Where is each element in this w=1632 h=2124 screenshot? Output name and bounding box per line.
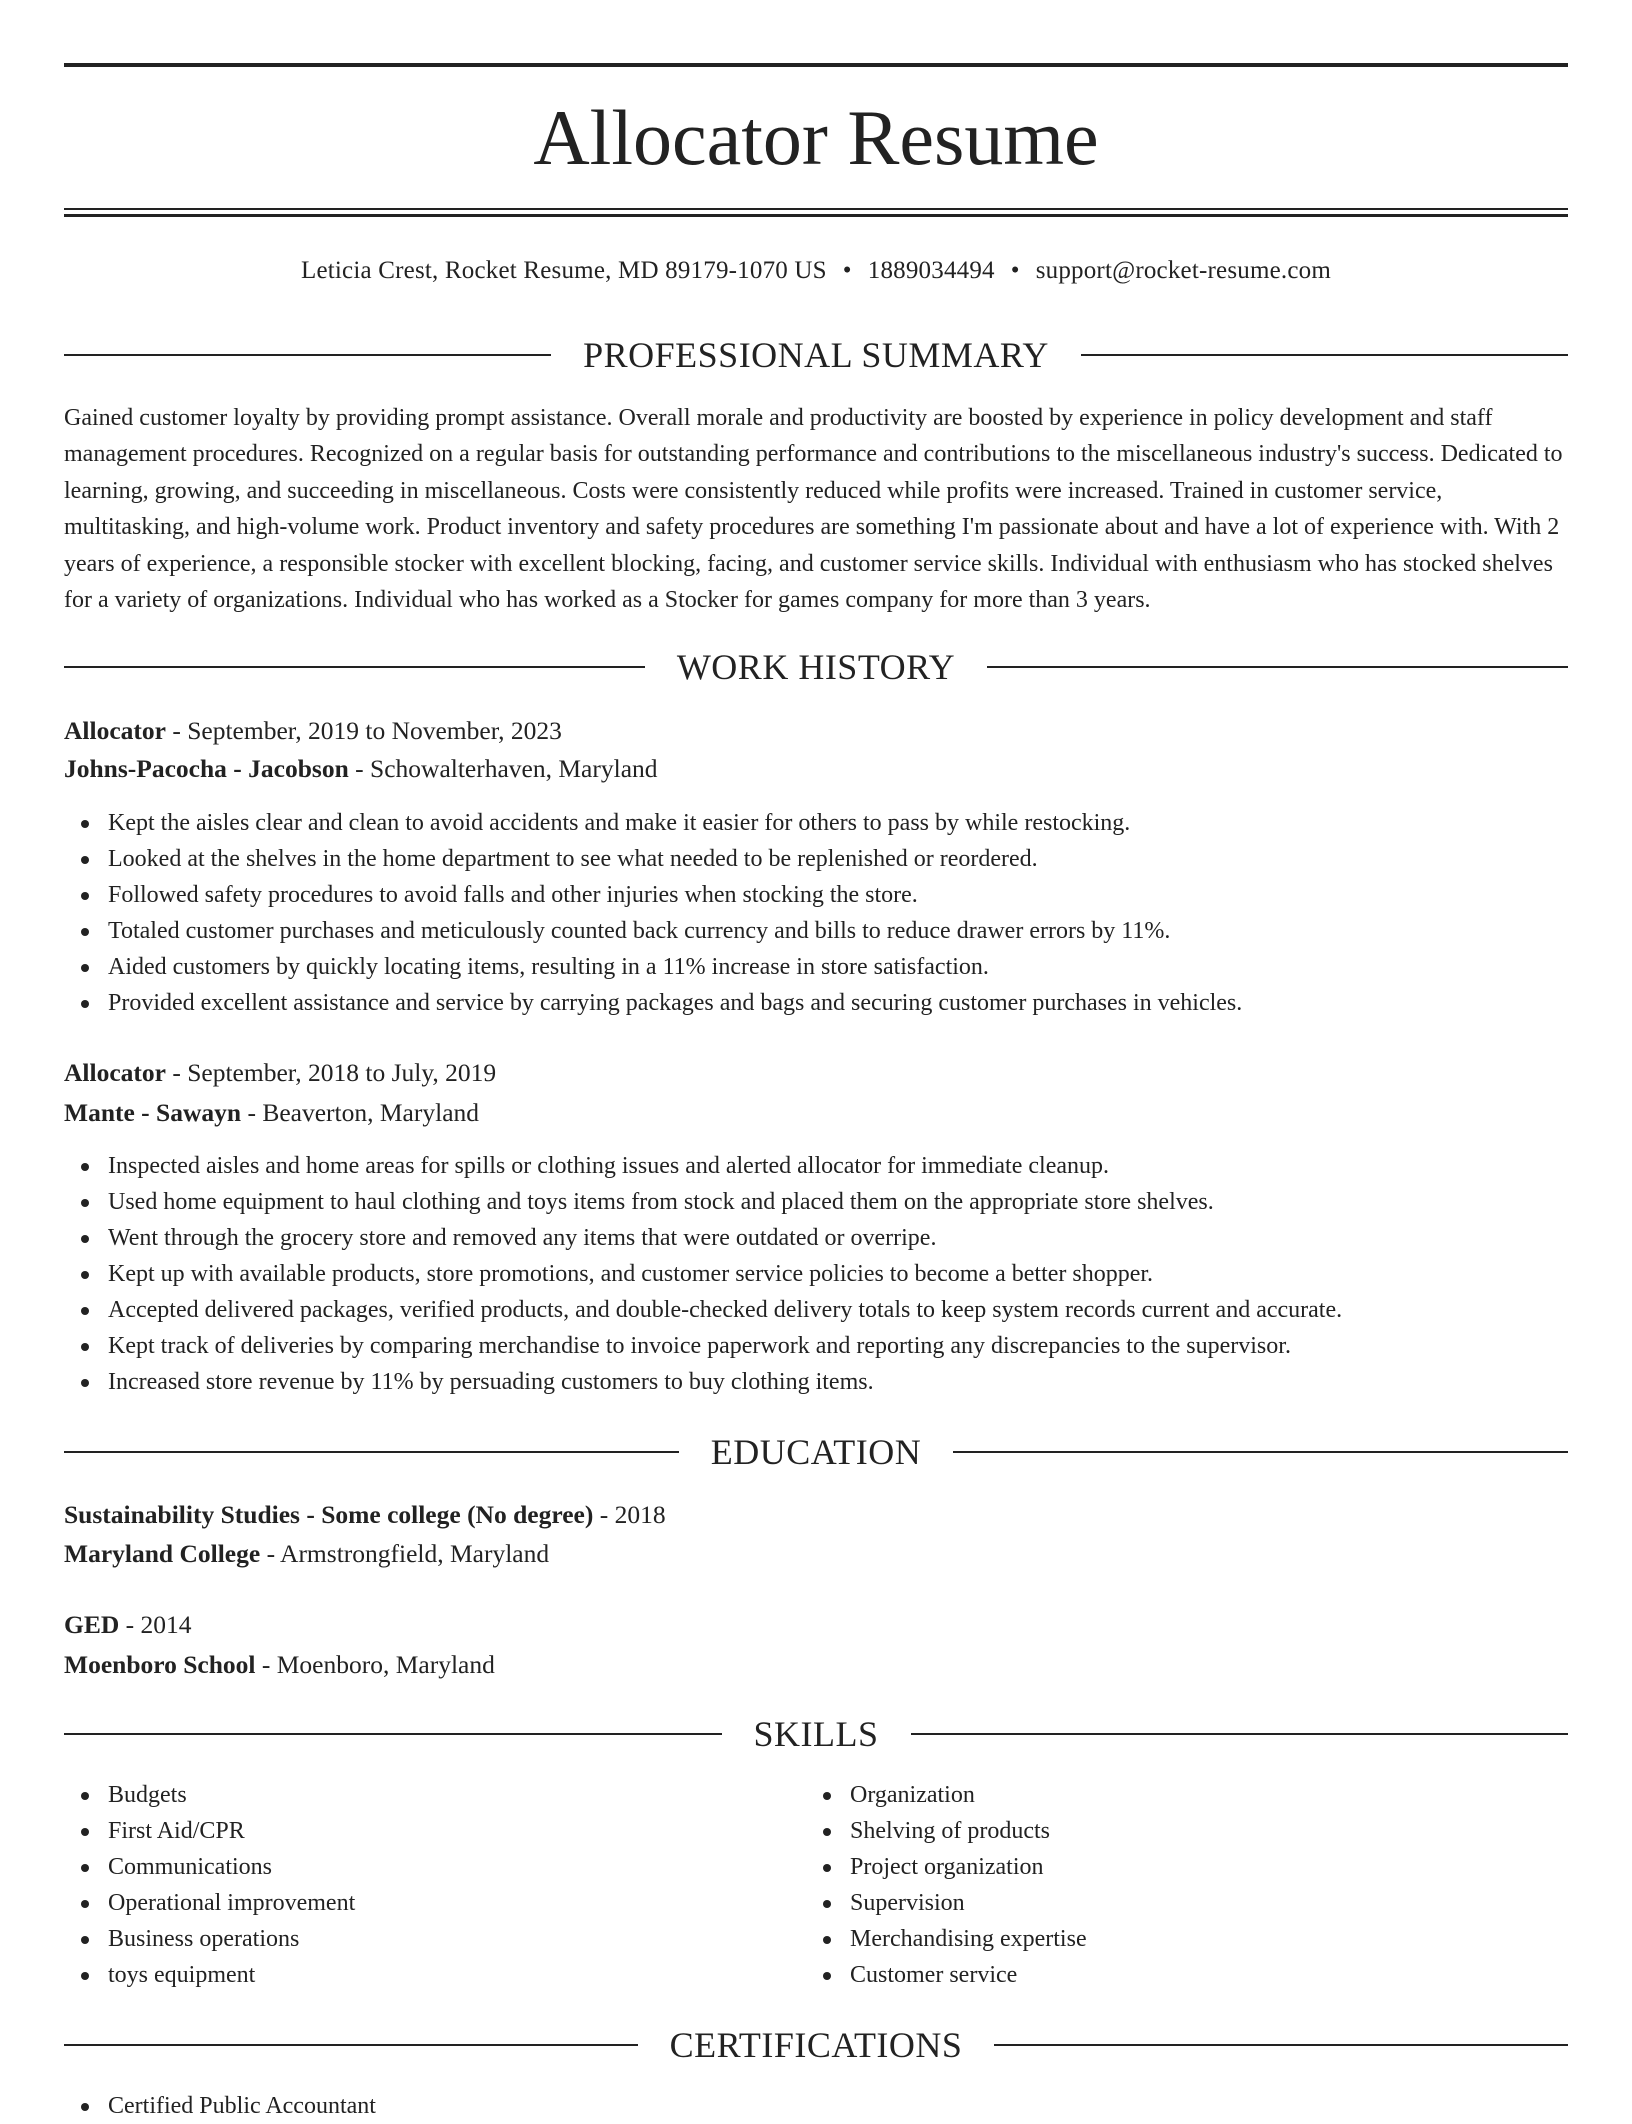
job-location: - Beaverton, Maryland [241, 1098, 480, 1127]
education-school: Maryland College [64, 1539, 261, 1568]
job-location: - Schowalterhaven, Maryland [348, 754, 658, 783]
education-degree: Sustainability Studies - Some college (No degree) [64, 1500, 594, 1529]
resume-title: Allocator Resume [533, 94, 1099, 181]
job-role: Allocator [64, 1058, 166, 1087]
section-heading-certifications [64, 2021, 1568, 2069]
education-year: - 2014 [119, 1610, 192, 1639]
education-location: - Armstrongfield, Maryland [260, 1539, 550, 1568]
contact-phone: 1889034494 [867, 257, 995, 284]
skills-list-left [64, 1777, 804, 1993]
skill-item: Project organization [806, 1849, 1568, 1885]
divider [64, 354, 551, 356]
education-school: Moenboro School [64, 1650, 256, 1679]
header-rule-2 [64, 214, 1568, 217]
contact-email: support@rocket-resume.com [1035, 257, 1331, 284]
job-company-line [64, 751, 1568, 787]
contact-address: Leticia Crest, Rocket Resume, MD 89179-1070 US [301, 257, 827, 284]
divider [64, 2044, 638, 2046]
job-dates: - September, 2019 to November, 2023 [165, 716, 562, 745]
contact-separator: • [1010, 257, 1020, 284]
skill-item: Merchandising expertise [806, 1921, 1568, 1957]
skill-item: Supervision [806, 1885, 1568, 1921]
contact-line [64, 254, 1568, 288]
list-item: Increased store revenue by 11% by persuading customers to buy clothing items. [64, 1364, 1568, 1400]
education-degree-line [64, 1497, 1568, 1533]
section-title: SKILLS [753, 1714, 879, 1754]
education-school-line [64, 1536, 1568, 1572]
section-heading-summary [64, 331, 1568, 379]
list-item: Totaled customer purchases and meticulously counted back currency and bills to reduce drawer errors by 11%. [64, 913, 1568, 949]
certifications-list [64, 2088, 1568, 2124]
section-title: EDUCATION [710, 1432, 922, 1472]
list-item: Kept up with available products, store promotions, and customer service policies to become a better shopper. [64, 1256, 1568, 1292]
divider [64, 1451, 679, 1453]
education-location: - Moenboro, Maryland [255, 1650, 495, 1679]
list-item: Kept the aisles clear and clean to avoid accidents and make it easier for others to pass by while restocking. [64, 805, 1568, 841]
divider [987, 666, 1568, 668]
list-item: Went through the grocery store and removed any items that were outdated or overripe. [64, 1220, 1568, 1256]
section-heading-education [64, 1428, 1568, 1476]
skill-item: toys equipment [64, 1957, 804, 1993]
job-duties-list [64, 805, 1568, 1021]
job-title-line [64, 1055, 1568, 1091]
skill-item: Shelving of products [806, 1813, 1568, 1849]
list-item: Used home equipment to haul clothing and toys items from stock and placed them on the appropriate store shelves. [64, 1184, 1568, 1220]
list-item: Accepted delivered packages, verified products, and double-checked delivery totals to keep system records current and accurate. [64, 1292, 1568, 1328]
divider [64, 1733, 722, 1735]
education-school-line [64, 1647, 1568, 1683]
skill-item: Business operations [64, 1921, 804, 1957]
list-item: Kept track of deliveries by comparing merchandise to invoice paperwork and reporting any discrepancies to the supervisor. [64, 1328, 1568, 1364]
section-title: PROFESSIONAL SUMMARY [583, 335, 1049, 375]
divider [1081, 354, 1568, 356]
skill-item: Customer service [806, 1957, 1568, 1993]
section-heading-work [64, 643, 1568, 691]
summary-text: Gained customer loyalty by providing prompt assistance. Overall morale and productivity are boosted by experience in policy development and staff management procedures. Recognized on a regular basis for outstanding performance and contributions to the miscellaneous industry's success. Dedicated to learning, growing, and succeeding in miscellaneous. Costs were consistently reduced while profits were increased. Trained in customer service, multitasking, and high-volume work. Product inventory and safety procedures are something I'm passionate about and have a lot of experience with. With 2 years of experience, a responsible stocker with excellent blocking, facing, and customer service skills. Individual with enthusiasm who has stocked shelves for a variety of organizations. Individual who has worked as a Stocker for games company for more than 3 years. [64, 405, 1563, 614]
skill-item: Operational improvement [64, 1885, 804, 1921]
skill-item: Budgets [64, 1777, 804, 1813]
education-degree: GED [64, 1610, 120, 1639]
list-item: Followed safety procedures to avoid falls and other injuries when stocking the store. [64, 877, 1568, 913]
list-item: Looked at the shelves in the home department to see what needed to be replenished or reordered. [64, 841, 1568, 877]
section-title: CERTIFICATIONS [669, 2025, 963, 2065]
job-title-line [64, 713, 1568, 749]
education-year: - 2018 [593, 1500, 666, 1529]
divider [911, 1733, 1569, 1735]
section-title: WORK HISTORY [676, 647, 956, 687]
skill-item: First Aid/CPR [64, 1813, 804, 1849]
list-item: Inspected aisles and home areas for spills or clothing issues and alerted allocator for immediate cleanup. [64, 1148, 1568, 1184]
contact-separator: • [842, 257, 852, 284]
divider [994, 2044, 1568, 2046]
skills-list-right [806, 1777, 1568, 1993]
list-item: Aided customers by quickly locating items, resulting in a 11% increase in store satisfaction. [64, 949, 1568, 985]
job-company-line [64, 1095, 1568, 1131]
job-role: Allocator [64, 716, 166, 745]
job-company: Johns-Pacocha - Jacobson [64, 754, 349, 783]
job-duties-list [64, 1148, 1568, 1400]
job-dates: - September, 2018 to July, 2019 [165, 1058, 497, 1087]
job-company: Mante - Sawayn [64, 1098, 242, 1127]
header-top-rule [64, 63, 1568, 67]
list-item: Provided excellent assistance and service by carrying packages and bags and securing customer purchases in vehicles. [64, 985, 1568, 1021]
divider [64, 666, 645, 668]
certification-item: Certified Public Accountant [64, 2088, 1568, 2124]
skill-item: Communications [64, 1849, 804, 1885]
section-heading-skills [64, 1710, 1568, 1758]
skill-item: Organization [806, 1777, 1568, 1813]
divider [953, 1451, 1568, 1453]
header-rule-1 [64, 208, 1568, 210]
education-degree-line [64, 1607, 1568, 1643]
